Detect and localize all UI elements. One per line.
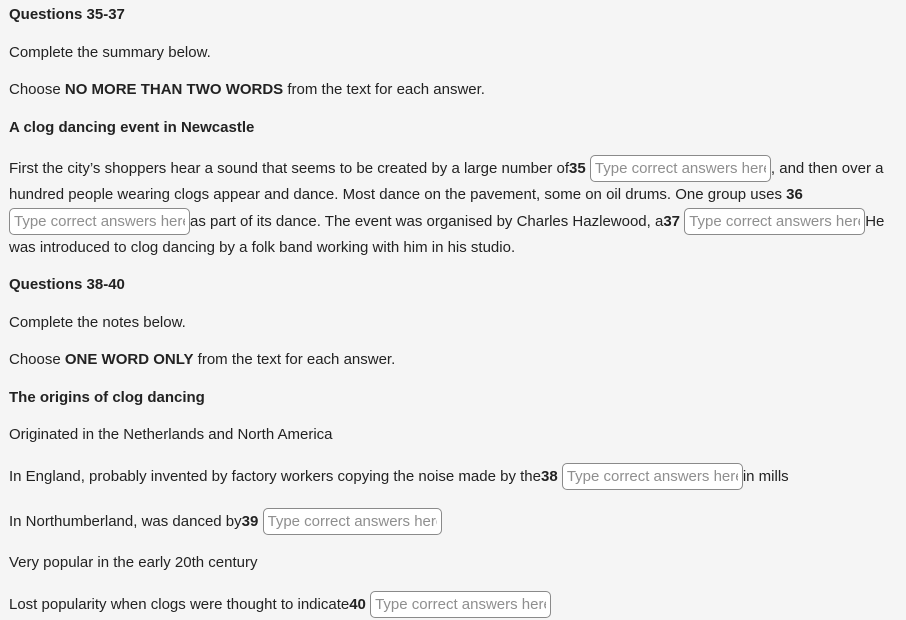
answer-37-input[interactable] bbox=[684, 208, 865, 235]
notes-title: The origins of clog dancing bbox=[9, 389, 205, 406]
summary-title: A clog dancing event in Newcastle bbox=[9, 119, 255, 136]
answer-39-input[interactable] bbox=[263, 508, 442, 535]
note-northumberland: In Northumberland, was danced by39 Type correct answers here bbox=[9, 508, 894, 535]
note-popularity: Very popular in the early 20th century bbox=[9, 554, 258, 571]
answer-40-input[interactable] bbox=[370, 591, 551, 618]
answer-35-input[interactable] bbox=[590, 155, 771, 182]
note-england: In England, probably invented by factory workers copying the noise made by the38 Type correct answers here in mills bbox=[9, 463, 894, 490]
question-38-number: 38 bbox=[540, 468, 558, 485]
note-decline: Lost popularity when clogs were thought to indicate40 Type correct answers here bbox=[9, 591, 894, 618]
summary-line-3: Type correct answers hereas part of its dance. The event was organised by Charles Hazlewood, a37 Type correct answers here He bbox=[9, 208, 894, 235]
section2-word-limit: Choose ONE WORD ONLY from the text for each answer. bbox=[9, 351, 396, 368]
section1-instruction: Complete the summary below. bbox=[9, 44, 211, 61]
question-40-number: 40 bbox=[349, 596, 366, 613]
question-37-number: 37 bbox=[663, 213, 681, 230]
question-35-number: 35 bbox=[569, 160, 586, 177]
note-origins: Originated in the Netherlands and North America bbox=[9, 426, 333, 443]
answer-36-input[interactable] bbox=[9, 208, 190, 235]
section2-instruction: Complete the notes below. bbox=[9, 314, 186, 331]
section1-heading: Questions 35-37 bbox=[9, 6, 125, 23]
question-36-number: 36 bbox=[786, 186, 803, 203]
answer-38-input[interactable] bbox=[562, 463, 743, 490]
question-39-number: 39 bbox=[241, 513, 259, 530]
section1-word-limit: Choose NO MORE THAN TWO WORDS from the text for each answer. bbox=[9, 81, 485, 98]
summary-line-4: was introduced to clog dancing by a folk band working with him in his studio. bbox=[9, 239, 516, 256]
summary-line-1: First the city’s shoppers hear a sound that seems to be created by a large number of35 Type correct answers here , and then over a bbox=[9, 155, 894, 182]
summary-line-2: hundred people wearing clogs appear and dance. Most dance on the pavement, some on oil drums. One group uses 36 bbox=[9, 186, 803, 203]
section2-heading: Questions 38-40 bbox=[9, 276, 125, 293]
